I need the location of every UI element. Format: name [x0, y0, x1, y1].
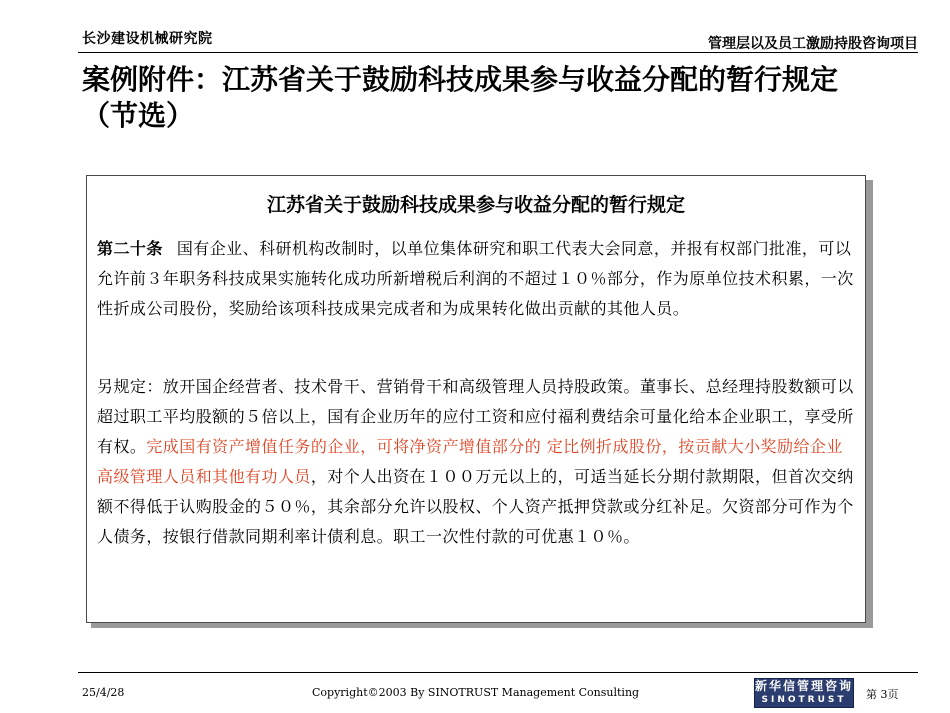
other-rules-text-end: ，对个人出资在１００万元以上的，可适当延长分期付款期限，但首次交纳额不得低于认购股金的５０％，其余部分允许以股权、个人资产抵押贷款或分红补足。欠资部分可作为个人债务，按银行借款同期利率计债利息。职工一次性付款的可优惠１０％。 [97, 467, 854, 546]
header-divider [78, 52, 918, 53]
footer-divider [78, 672, 918, 673]
footer-date: 25/4/28 [82, 686, 125, 699]
footer-copyright: Copyright©2003 By SINOTRUST Management Consulting [312, 686, 640, 699]
highlighted-rule-text: 完成国有资产增值任务的企业，可将净资产增值部分的 定比例折成股份，按贡献大小奖励给企业高级管理人员和其他有功人员 [97, 437, 843, 486]
regulation-title: 江苏省关于鼓励科技成果参与收益分配的暂行规定 [266, 194, 685, 216]
article-paragraph [97, 234, 857, 324]
other-rules-paragraph [97, 372, 857, 552]
logo-chinese-text: 新华信管理咨询 [755, 679, 854, 693]
regulation-text-box [86, 175, 866, 623]
logo-english-text: SINOTRUST [761, 695, 847, 705]
article-label: 第二十条 [97, 239, 163, 258]
other-rules-text-start: 另规定：放开国企经营者、技术骨干、营销骨干和高级管理人员持股政策。董事长、总经理持股数额可以超过职工平均股额的５倍以上，国有企业历年的应付工资和应付福利费结余可量化给本企业职工，享受所有权。 [97, 377, 854, 456]
sinotrust-logo [754, 678, 854, 708]
article-text: 国有企业、科研机构改制时，以单位集体研究和职工代表大会同意，并报有权部门批准，可以允许前３年职务科技成果实施转化成功所新增税后利润的不超过１０％部分，作为原单位技术积累，一次性折成公司股份，奖励给该项科技成果完成者和为成果转化做出贡献的其他人员。 [97, 239, 854, 318]
project-name: 管理层以及员工激励持股咨询项目 [708, 36, 918, 52]
organization-name: 长沙建设机械研究院 [82, 31, 213, 47]
page-number: 第 3页 [866, 688, 899, 701]
slide-title: 案例附件：江苏省关于鼓励科技成果参与收益分配的暂行规定（节选） [82, 63, 839, 132]
